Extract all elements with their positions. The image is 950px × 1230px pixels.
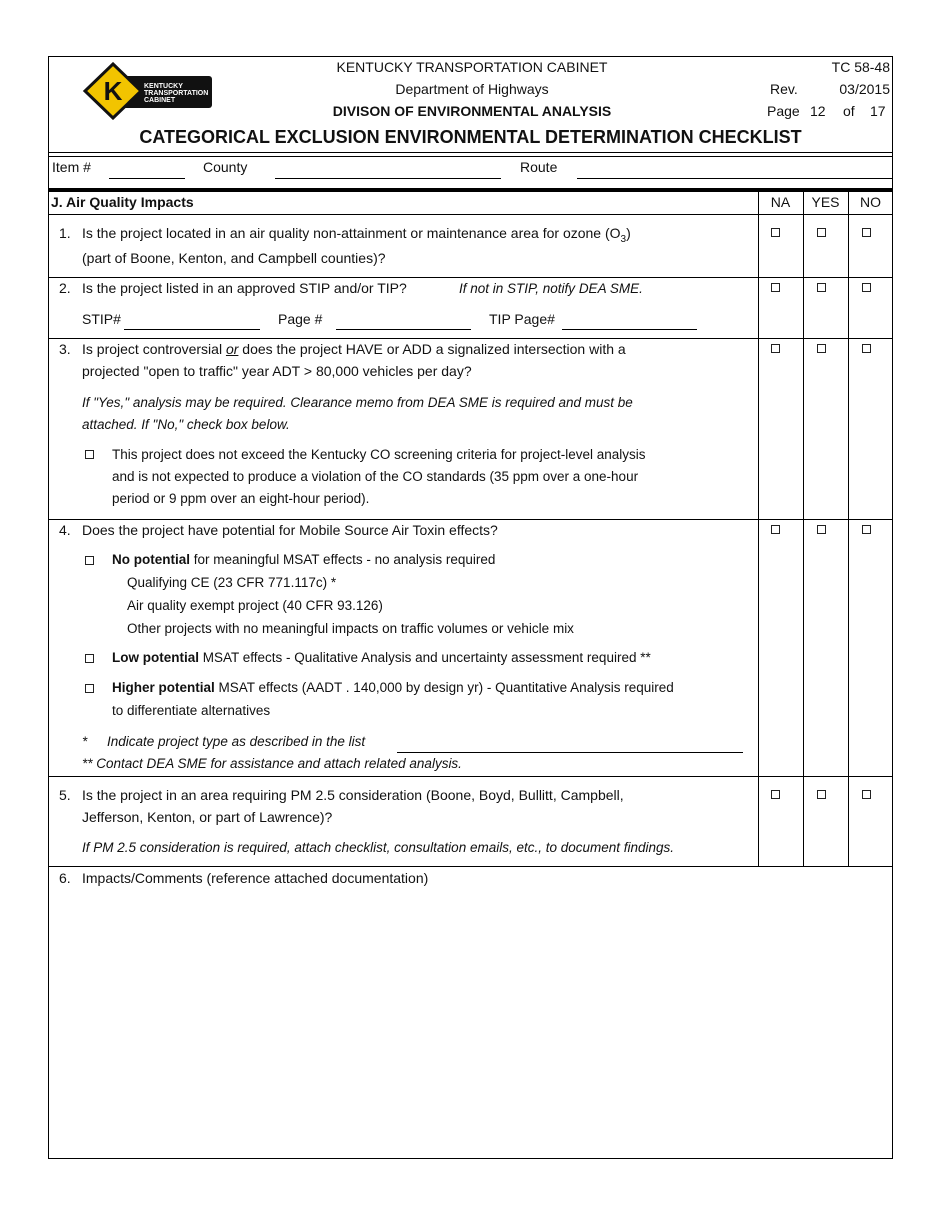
route-field[interactable]	[577, 178, 893, 179]
row-divider	[48, 519, 893, 520]
q2-note: If not in STIP, notify DEA SME.	[459, 281, 643, 296]
row-divider	[48, 214, 893, 215]
header-department: Department of Highways	[395, 81, 549, 97]
col-divider	[848, 192, 849, 867]
county-field[interactable]	[275, 178, 501, 179]
thick-divider	[48, 188, 893, 192]
rev-label: Rev.	[770, 81, 798, 97]
logo-letter: K	[103, 76, 123, 106]
q4-low-potential-checkbox[interactable]	[85, 654, 94, 663]
q3-option-line2: and is not expected to produce a violation of the CO standards (35 ppm over a one-hour	[112, 469, 639, 484]
q6-number: 6.	[59, 870, 71, 886]
comments-area[interactable]	[52, 892, 889, 1154]
q4-sub-item-3: Other projects with no meaningful impacts on traffic volumes or vehicle mix	[127, 621, 574, 636]
q1-yes-checkbox[interactable]	[817, 228, 826, 237]
q4-yes-checkbox[interactable]	[817, 525, 826, 534]
q1-na-checkbox[interactable]	[771, 228, 780, 237]
row-divider	[48, 866, 893, 867]
q4-higher-potential-checkbox[interactable]	[85, 684, 94, 693]
q4-higher-potential: Higher potential MSAT effects (AADT . 140,000 by design yr) - Quantitative Analysis required	[112, 680, 674, 695]
q3-option-line1: This project does not exceed the Kentucky CO screening criteria for project-level analysis	[112, 447, 646, 462]
stip-label: STIP#	[82, 311, 121, 327]
logo-line-2: TRANSPORTATION	[144, 90, 209, 97]
route-label: Route	[520, 159, 558, 175]
q6-text: Impacts/Comments (reference attached documentation)	[82, 870, 429, 886]
q4-text: Does the project have potential for Mobile Source Air Toxin effects?	[82, 522, 498, 538]
page-label: Page	[767, 103, 800, 119]
logo-line-1: KENTUCKY	[144, 83, 183, 90]
item-field[interactable]	[109, 178, 185, 179]
rev-date: 03/2015	[839, 81, 890, 97]
logo-line-3: CABINET	[144, 97, 176, 104]
header-division: DIVISON OF ENVIRONMENTAL ANALYSIS	[332, 103, 612, 119]
page-number: 12	[810, 103, 826, 119]
col-header-no: NO	[860, 194, 881, 210]
q5-note: If PM 2.5 consideration is required, attach checklist, consultation emails, etc., to document findings.	[82, 840, 675, 855]
q4-footnote-2: ** Contact DEA SME for assistance and attach related analysis.	[82, 756, 462, 771]
col-divider	[758, 192, 759, 867]
col-divider	[803, 192, 804, 867]
form-number: TC 58-48	[831, 59, 890, 75]
q2-number: 2.	[59, 280, 71, 296]
q4-no-potential: No potential for meaningful MSAT effects - no analysis required	[112, 552, 496, 567]
page-num-label: Page #	[278, 311, 323, 327]
q4-higher-potential-line2: to differentiate alternatives	[112, 703, 271, 718]
q3-note-line1: If "Yes," analysis may be required. Clearance memo from DEA SME is required and must be	[82, 395, 633, 410]
q5-yes-checkbox[interactable]	[817, 790, 826, 799]
q3-co-checkbox[interactable]	[85, 450, 94, 459]
county-label: County	[203, 159, 248, 175]
col-header-yes: YES	[811, 194, 840, 210]
q2-text: Is the project listed in an approved STIP and/or TIP?	[82, 280, 407, 296]
q4-footnote-1: Indicate project type as described in the list	[107, 734, 366, 749]
q1-number: 1.	[59, 225, 71, 241]
page-of-label: of	[843, 103, 855, 119]
section-title: J. Air Quality Impacts	[51, 194, 194, 210]
q5-text: Is the project in an area requiring PM 2.5 consideration (Boone, Boyd, Bullitt, Campbell,	[82, 787, 624, 803]
page-total: 17	[870, 103, 886, 119]
q4-sub-item-2: Air quality exempt project (40 CFR 93.126)	[127, 598, 383, 613]
q4-low-potential: Low potential MSAT effects - Qualitative Analysis and uncertainty assessment required **	[112, 650, 651, 665]
q4-sub-item-1: Qualifying CE (23 CFR 771.117c) *	[127, 575, 337, 590]
q1-text-line2: (part of Boone, Kenton, and Campbell counties)?	[82, 250, 386, 266]
row-divider	[48, 776, 893, 777]
q5-number: 5.	[59, 787, 71, 803]
q3-text-line2: projected "open to traffic" year ADT > 80,000 vehicles per day?	[82, 363, 472, 379]
project-type-field[interactable]	[397, 752, 743, 753]
q3-number: 3.	[59, 341, 71, 357]
q4-footnote-1-mark: *	[82, 734, 88, 749]
q3-option-line3: period or 9 ppm over an eight-hour period).	[112, 491, 370, 506]
q3-text: Is project controversial or does the project HAVE or ADD a signalized intersection with a	[82, 341, 626, 357]
tip-page-label: TIP Page#	[489, 311, 555, 327]
q4-number: 4.	[59, 522, 71, 538]
row-divider	[48, 338, 893, 339]
q4-no-potential-checkbox[interactable]	[85, 556, 94, 565]
row-divider	[48, 277, 893, 278]
tip-page-field[interactable]	[562, 329, 697, 330]
divider	[48, 156, 893, 157]
page-num-field[interactable]	[336, 329, 471, 330]
q5-no-checkbox[interactable]	[862, 790, 871, 799]
kytc-logo	[82, 62, 214, 120]
q1-no-checkbox[interactable]	[862, 228, 871, 237]
q2-na-checkbox[interactable]	[771, 283, 780, 292]
q1-text: Is the project located in an air quality non-attainment or maintenance area for ozone $(O_3)$	[82, 225, 631, 245]
divider	[48, 152, 893, 153]
header-cabinet: KENTUCKY TRANSPORTATION CABINET	[336, 59, 608, 75]
q5-text-line2: Jefferson, Kenton, or part of Lawrence)?	[82, 809, 333, 825]
q3-yes-checkbox[interactable]	[817, 344, 826, 353]
q3-na-checkbox[interactable]	[771, 344, 780, 353]
q2-yes-checkbox[interactable]	[817, 283, 826, 292]
q5-na-checkbox[interactable]	[771, 790, 780, 799]
col-header-na: NA	[770, 194, 791, 210]
q3-no-checkbox[interactable]	[862, 344, 871, 353]
page-title: CATEGORICAL EXCLUSION ENVIRONMENTAL DETERMINATION CHECKLIST	[139, 127, 802, 147]
item-label: Item #	[52, 159, 91, 175]
q3-note-line2: attached. If "No," check box below.	[82, 417, 290, 432]
q4-na-checkbox[interactable]	[771, 525, 780, 534]
stip-field[interactable]	[124, 329, 260, 330]
q4-no-checkbox[interactable]	[862, 525, 871, 534]
q2-no-checkbox[interactable]	[862, 283, 871, 292]
